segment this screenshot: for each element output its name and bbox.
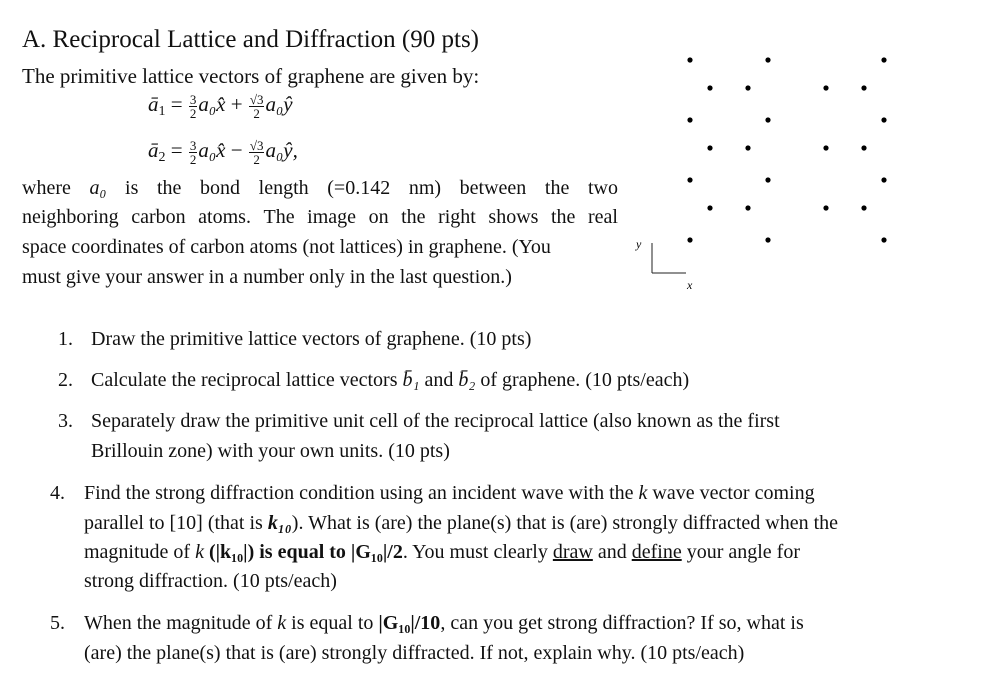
axes [635,237,693,292]
question-2-number: 2. [58,369,73,391]
eq-a1-sub: 1 [158,104,166,119]
question-4-line-2: parallel to [10] (that is k₁₀). What is (are) the plane(s) that is (are) strongly diffracted when the [84,512,839,534]
question-1-text: Draw the primitive lattice vectors of graphene. (10 pts) [91,328,532,350]
eq-a2-sub: 2 [158,150,166,165]
eq-a1-term2: a₀ŷ [265,92,293,116]
eq-a1-frac2: $\frac{√3}{2}$ [249,91,264,121]
carbon-atom [823,145,828,150]
question-4-line-4: strong diffraction. (10 pts/each) [84,570,337,592]
carbon-atom [765,177,770,182]
carbon-atom [861,145,866,150]
carbon-atom [823,205,828,210]
section-title: A. Reciprocal Lattice and Diffraction (90 pts) [22,26,480,53]
carbon-atom [823,85,828,90]
carbon-atom [707,205,712,210]
eq-a1-term1: a₀x̂ [198,92,226,116]
carbon-atom [687,237,692,242]
paragraph-line-2: neighboring carbon atoms. The image on the right shows the real [22,206,618,228]
eq-a2-op: − [230,138,243,162]
carbon-atom [861,85,866,90]
carbon-atom [765,237,770,242]
carbon-atom [745,145,750,150]
carbon-atom [861,205,866,210]
question-4-number: 4. [50,482,65,504]
question-3-line-1: Separately draw the primitive unit cell of the reciprocal lattice (also known as the first [91,410,780,432]
eq-a2-term2: a₀ŷ, [265,138,298,162]
eq-a2-lhs: ā [148,138,159,162]
carbon-atom [881,237,886,242]
b2-vector: b̄₂ [458,369,476,391]
equation-a1: $ā_1$ = $\frac{3}{2}$ a₀x̂ + $\frac{√3}{2}$ a₀ŷ [148,91,293,121]
eq-a1-frac1: $\frac{3}{2}$ [189,91,197,121]
question-5-number: 5. [50,612,65,634]
eq-a2-frac2: $\frac{√3}{2}$ [249,137,264,167]
eq-a1-lhs: ā [148,92,159,116]
x-axis-label: x [687,278,693,292]
question-3-number: 3. [58,410,73,432]
carbon-atom [707,85,712,90]
carbon-atom [707,145,712,150]
eq-a2-term1: a₀x̂ [198,138,226,162]
intro-text: The primitive lattice vectors of graphene are given by: [22,64,480,88]
carbon-atoms [687,57,886,242]
eq-a2-frac1: $\frac{3}{2}$ [189,137,197,167]
carbon-atom [745,85,750,90]
eq-a1-op: + [230,92,243,116]
carbon-atom [687,177,692,182]
carbon-atom [765,57,770,62]
paragraph-line-4: must give your answer in a number only in the last question.) [22,266,512,288]
question-5-line-2: (are) the plane(s) that is (are) strongly diffracted. If not, explain why. (10 pts/each) [84,642,745,664]
b1-vector: b̄₁ [402,369,420,391]
y-axis-label: y [636,237,642,251]
graphene-lattice-figure [630,30,892,295]
carbon-atom [881,117,886,122]
question-5-line-1: When the magnitude of k is equal to |G₁₀|/10, can you get strong diffraction? If so, what is [84,612,804,634]
carbon-atom [687,117,692,122]
question-2-text: Calculate the reciprocal lattice vectors b̄₁ and b̄₂ of graphene. (10 pts/each) [91,369,690,391]
paragraph-line-3: space coordinates of carbon atoms (not lattices) in graphene. (You [22,236,551,258]
paragraph-line-1: where a₀ is the bond length (=0.142 nm) between the two [22,177,618,199]
carbon-atom [745,205,750,210]
question-3-line-2: Brillouin zone) with your own units. (10 pts) [91,440,450,462]
question-4-line-3: magnitude of k (|k₁₀|) is equal to |G₁₀|/2. You must clearly draw and define your angle for [84,541,800,563]
question-1-number: 1. [58,328,73,350]
carbon-atom [765,117,770,122]
question-4-line-1: Find the strong diffraction condition using an incident wave with the k wave vector coming [84,482,815,504]
carbon-atom [881,57,886,62]
equation-a2: $ā_2$ = $\frac{3}{2}$ a₀x̂ − $\frac{√3}{2}$ a₀ŷ, [148,137,298,167]
carbon-atom [881,177,886,182]
carbon-atom [687,57,692,62]
